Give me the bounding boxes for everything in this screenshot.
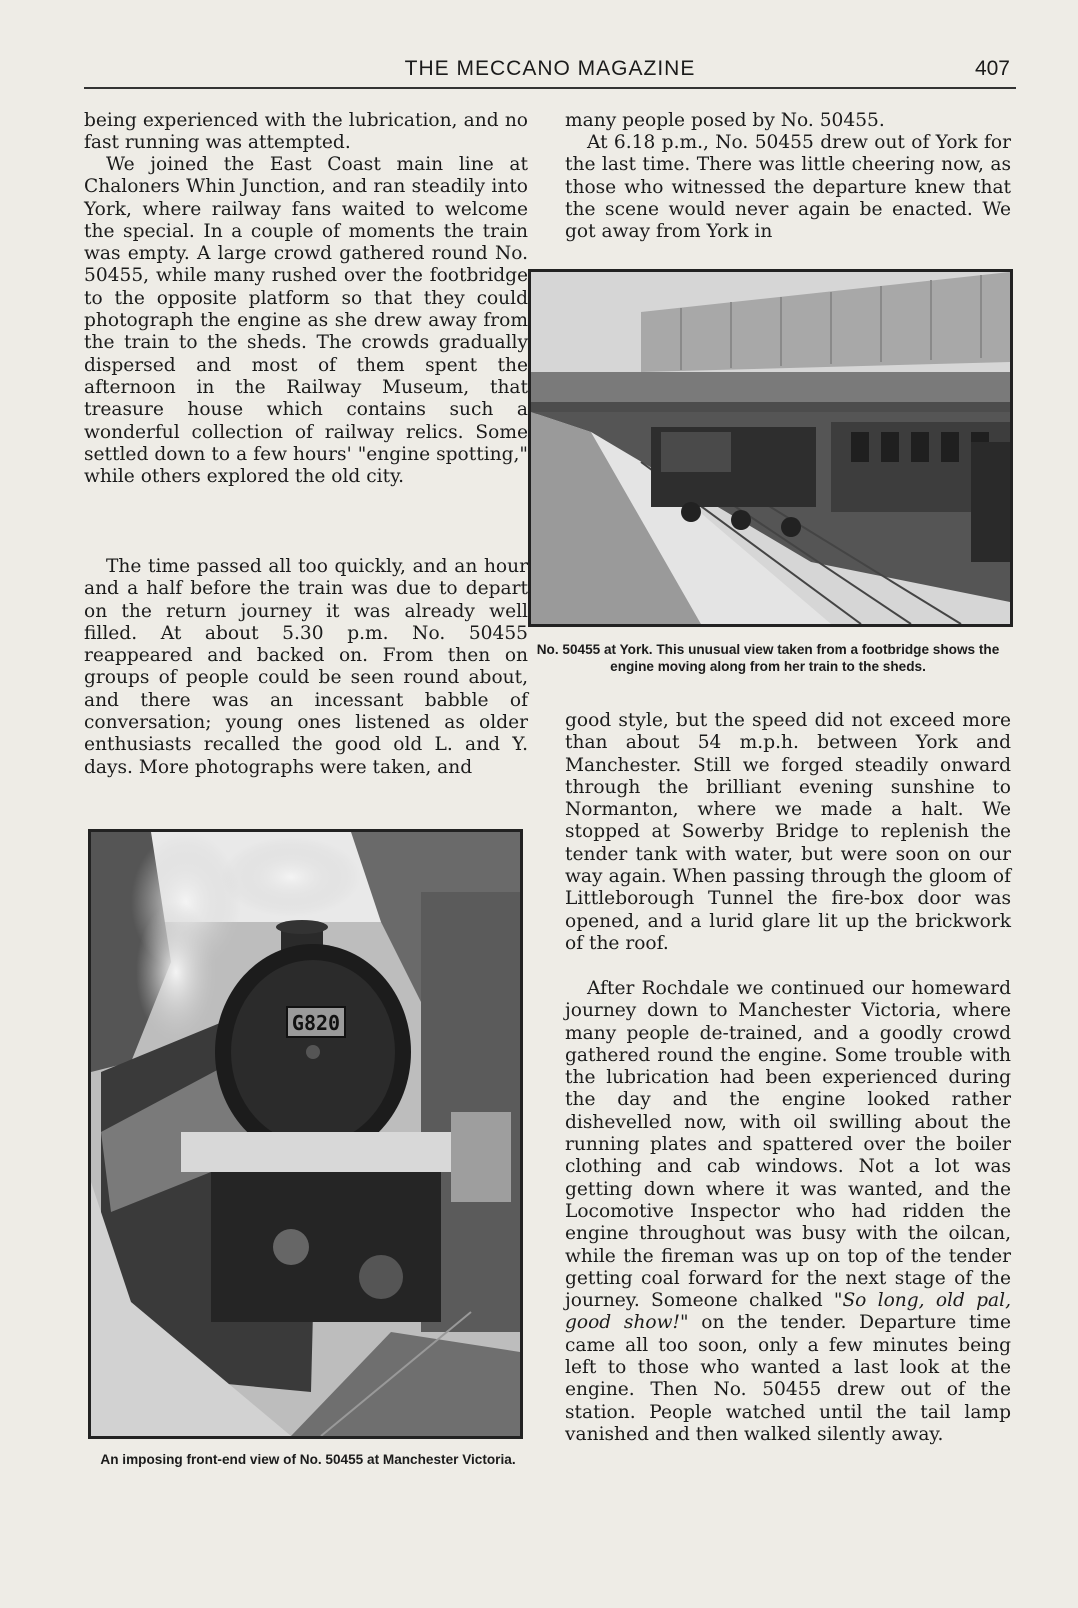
right-paragraph-2: At 6.18 p.m., No. 50455 drew out of York for the last time. There was little cheering now, as those who witnessed the departure knew that the scene would never again be enacted. We got away from York in: [565, 132, 1011, 243]
caption-manchester: An imposing front-end view of No. 50455 at Manchester Victoria.: [100, 1452, 516, 1467]
right-paragraph-3: good style, but the speed did not exceed more than about 54 m.p.h. between York and Manchester. Still we forged steadily onward through the brilliant evening sunshine to Normanton, where we made a halt. We stopped at Sowerby Bridge to replenish the tender tank with water, but were soon on our way again. When passing through the gloom of Littleborough Tunnel the fire-box door was opened, and a lurid glare lit up the brickwork of the roof.: [565, 710, 1011, 954]
left-paragraph-3: The time passed all too quickly, and an hour and a half before the train was due to depart on the return journey it was already well filled. At about 5.30 p.m. No. 50455 reappeared and backed on. From then on groups of people could be seen round about, and there was an incessant babble of conversation; young ones listened as older enthusiasts recalled the good old L. and Y. days. More photographs were taken, and: [84, 556, 528, 778]
locomotive-at-york-image: [531, 272, 1010, 624]
right-paragraph-1: many people posed by No. 50455.: [565, 110, 885, 131]
smokebox-number-plate: G820: [291, 1011, 341, 1035]
chalked-message: "So long, old pal, good show!": [565, 1290, 1011, 1334]
page-number: 407: [974, 57, 1010, 80]
page-header: [84, 55, 1016, 89]
left-paragraph-2: We joined the East Coast main line at Chaloners Whin Junction, and ran steadily into York, where railway fans waited to welcome the special. In a couple of moments the train was empty. A large crowd gathered round No. 50455, while many rushed over the footbridge to the opposite platform so that they could photograph the engine as she drew away from the train to the sheds. The crowds gradually dispersed and most of them spent the afternoon in the Railway Museum, that treasure house which contains such a wonderful collection of railway relics. Some settled down to a few hours' "engine spotting," while others explored the old city.: [84, 154, 528, 488]
caption-york: No. 50455 at York. This unusual view taken from a footbridge shows the engine moving along from her train to the sheds.: [536, 642, 1000, 674]
photo-york: [528, 269, 1013, 627]
locomotive-front-image: [91, 832, 520, 1436]
photo-manchester-victoria: [88, 829, 523, 1439]
right-paragraph-4: After Rochdale we continued our homeward journey down to Manchester Victoria, where many people de-trained, and a goodly crowd gathered round the engine. Some trouble with the lubrication had been experienced during the day and the engine looked rather dishevelled now, with oil swilling about the running plates and spattered over the boiler clothing and cab windows. Not a lot was getting down where it was wanted, and the Locomotive Inspector who had ridden the engine throughout was busy with the oilcan, while the fireman was up on top of the tender getting coal forward for the next stage of the journey. Someone chalked "So long, old pal, good show!" on the tender. Departure time came all too soon, only a few minutes being left to those who wanted a last look at the engine. Then No. 50455 drew out of the station. People watched until the tail lamp vanished and then walked silently away.: [565, 978, 1011, 1445]
magazine-title: THE MECCANO MAGAZINE: [404, 57, 696, 80]
left-paragraph-1: being experienced with the lubrication, and no fast running was attempted.: [84, 110, 528, 154]
